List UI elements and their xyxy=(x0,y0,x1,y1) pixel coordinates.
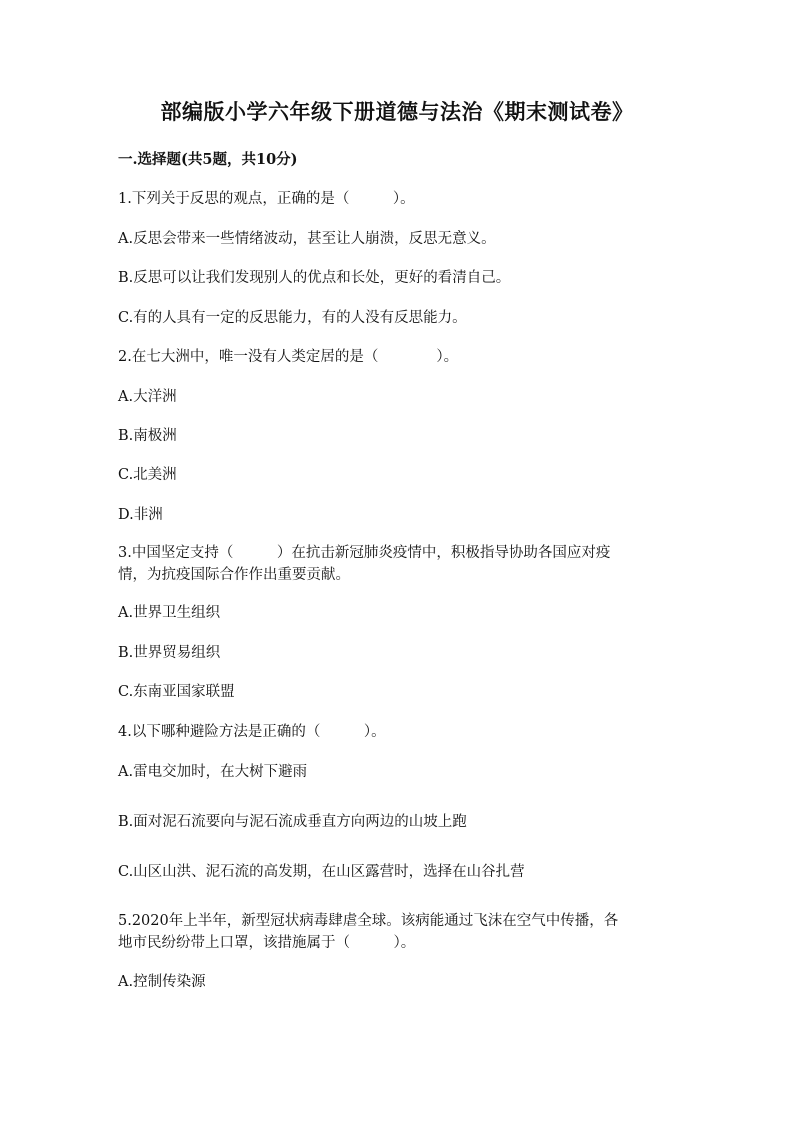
question-1-option-b: B.反思可以让我们发现别人的优点和长处，更好的看清自己。 xyxy=(118,270,511,286)
question-3-option-c: C.东南亚国家联盟 xyxy=(118,684,235,700)
question-5-option-a: A.控制传染源 xyxy=(118,974,206,990)
question-3-stem-line-2: 情，为抗疫国际合作作出重要贡献。 xyxy=(118,567,350,583)
question-2-option-c: C.北美洲 xyxy=(118,467,177,483)
question-4-stem: 4.以下哪种避险方法是正确的（ ）。 xyxy=(118,724,386,740)
question-2-option-a: A.大洋洲 xyxy=(118,389,177,405)
section-heading: 一.选择题(共5题，共10分) xyxy=(118,151,298,168)
question-2-option-d: D.非洲 xyxy=(118,507,163,523)
question-5-stem-line-2: 地市民纷纷带上口罩，该措施属于（ ）。 xyxy=(118,935,416,951)
question-4-option-a: A.雷电交加时，在大树下避雨 xyxy=(118,764,308,780)
question-1-stem: 1.下列关于反思的观点，正确的是（ ）。 xyxy=(118,191,415,207)
question-1-option-a: A.反思会带来一些情绪波动，甚至让人崩溃，反思无意义。 xyxy=(118,231,496,247)
question-2-option-b: B.南极洲 xyxy=(118,428,177,444)
question-3-option-b: B.世界贸易组织 xyxy=(118,645,221,661)
page-title: 部编版小学六年级下册道德与法治《期末测试卷》 xyxy=(160,99,634,124)
question-5-stem-line-1: 5.2020年上半年，新型冠状病毒肆虐全球。该病能通过飞沫在空气中传播，各 xyxy=(118,913,619,929)
question-4-option-c: C.山区山洪、泥石流的高发期，在山区露营时，选择在山谷扎营 xyxy=(118,864,525,880)
question-4-option-b: B.面对泥石流要向与泥石流成垂直方向两边的山坡上跑 xyxy=(118,814,467,830)
question-2-stem: 2.在七大洲中，唯一没有人类定居的是（ ）。 xyxy=(118,349,459,365)
question-3-option-a: A.世界卫生组织 xyxy=(118,605,221,621)
question-3-stem-line-1: 3.中国坚定支持（ ）在抗击新冠肺炎疫情中，积极指导协助各国应对疫 xyxy=(118,545,611,561)
question-1-option-c: C.有的人具有一定的反思能力，有的人没有反思能力。 xyxy=(118,310,467,326)
